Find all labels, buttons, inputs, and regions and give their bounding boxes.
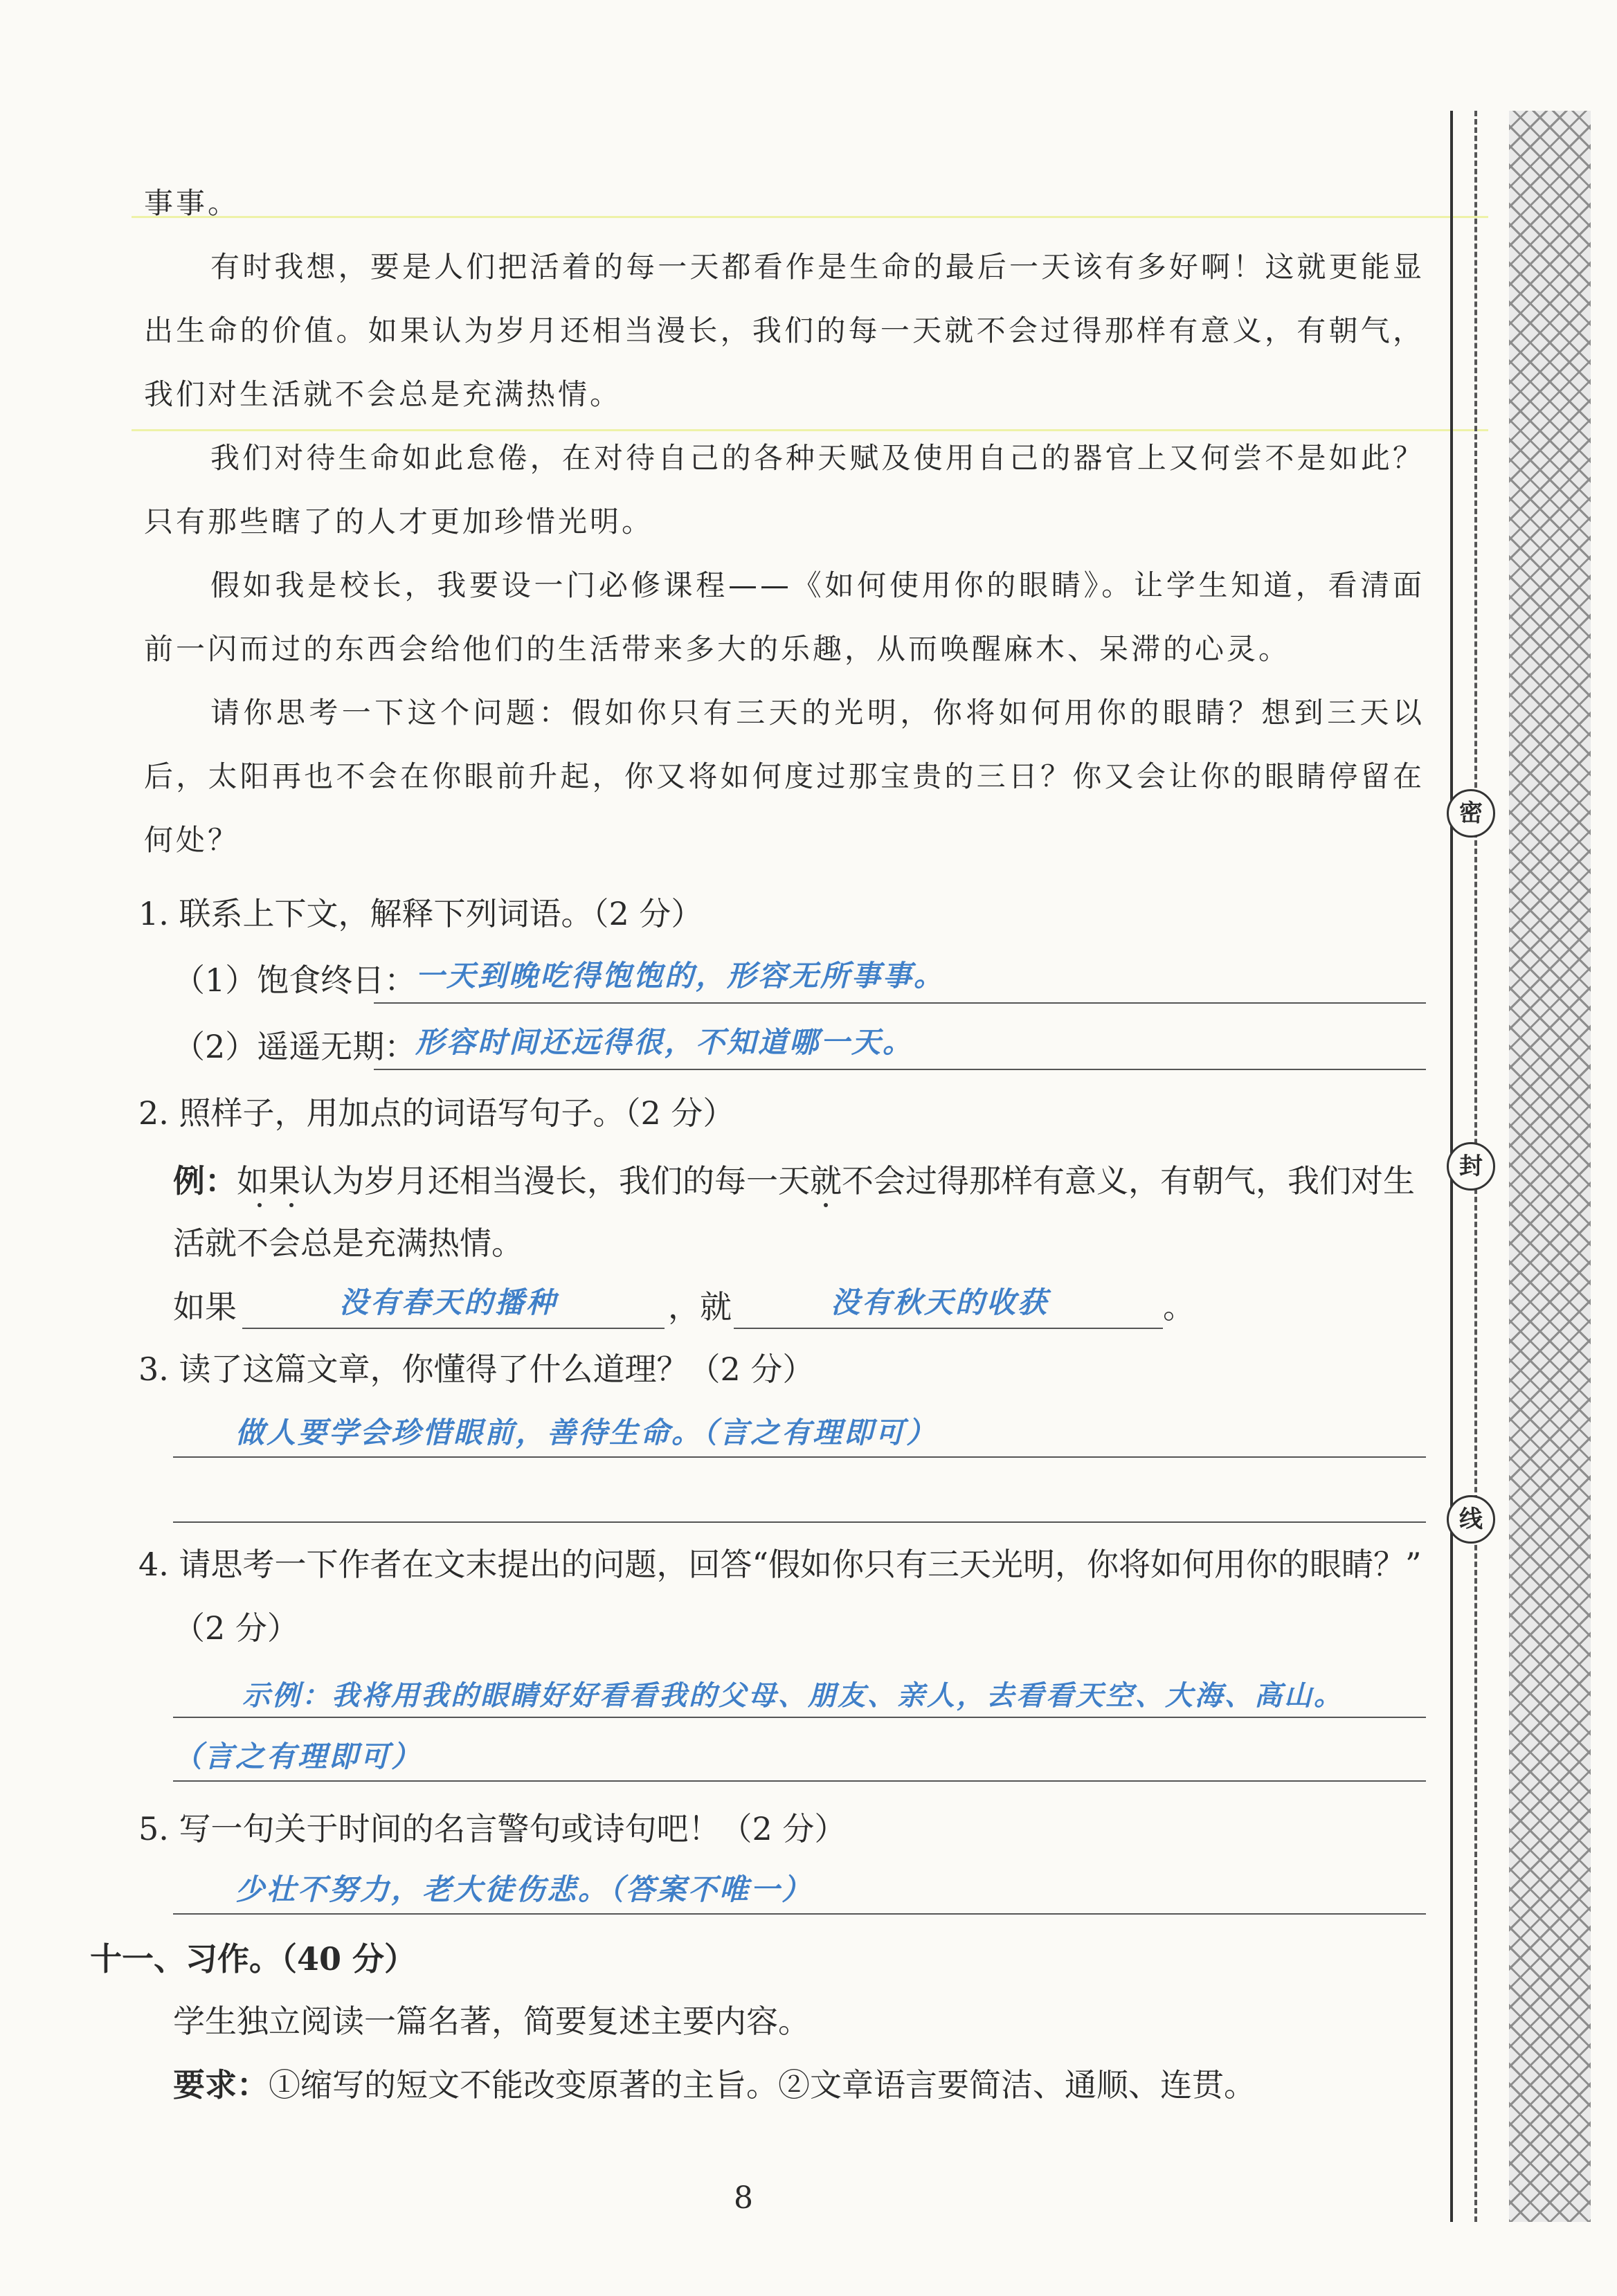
passage-paragraph-0: 事事。 — [144, 186, 240, 220]
passage-paragraph-1: 有时我想，要是人们把活着的每一天都看作是生命的最后一天该有多好啊！这就更能显出生命的价值。如果认为岁月还相当漫长，我们的每一天就不会过得那样有意义，有朝气，我们对生活就不会总是充满热情。 — [144, 250, 1425, 411]
q1-b-label: （2）遥遥无期： — [173, 1028, 417, 1065]
section-11-description: 学生独立阅读一篇名著，简要复述主要内容。 — [173, 2003, 810, 2040]
q3-answer: 做人要学会珍惜眼前，善待生命。（言之有理即可） — [235, 1416, 938, 1449]
answer-line — [173, 1456, 1426, 1458]
q1-a-answer: 一天到晚吃得饱饱的，形容无所事事。 — [415, 959, 946, 993]
q2-jiu: ，就 — [668, 1288, 732, 1326]
q4-answer-line-1: 示例：我将用我的眼睛好好看看我的父母、朋友、亲人，去看看天空、大海、高山。 — [242, 1680, 1344, 1712]
passage-paragraph-2: 我们对待生命如此怠倦，在对待自己的各种天赋及使用自己的器官上又何尝不是如此？只有那些瞎了的人才更加珍惜光明。 — [144, 441, 1425, 539]
binding-crosshatch-strip — [1509, 111, 1591, 2222]
answer-line — [173, 1521, 1426, 1523]
q1-a-label: （1）饱食终日： — [173, 961, 417, 999]
q5-answer: 少壮不努力，老大徒伤悲。（答案不唯一） — [235, 1872, 813, 1906]
answer-line — [374, 1002, 1426, 1004]
q1-b-answer: 形容时间还远得很，不知道哪一天。 — [415, 1025, 914, 1059]
example-label: 例： — [173, 1162, 237, 1200]
question-4-score: （2 分） — [173, 1609, 299, 1647]
section-11-requirements — [173, 2064, 1256, 2106]
question-3-title: 3. 读了这篇文章，你懂得了什么道理？（2 分） — [138, 1350, 815, 1388]
seal-feng-mark: 封 — [1447, 1142, 1495, 1191]
q2-example-line1 — [173, 1160, 1415, 1202]
emphasis-dot — [289, 1203, 293, 1207]
emphasis-dot — [824, 1203, 828, 1207]
answer-line — [173, 1780, 1426, 1782]
question-2-title: 2. 照样子，用加点的词语写句子。（2 分） — [138, 1094, 735, 1132]
section-11-title: 十一、习作。（40 分） — [90, 1940, 417, 1978]
requirement-label: 要求： — [173, 2066, 269, 2104]
q4-answer-line-2: （言之有理即可） — [173, 1739, 423, 1773]
passage-paragraph-3: 假如我是校长，我要设一门必修课程——《如何使用你的眼睛》。让学生知道，看清面前一闪而过的东西会给他们的生活带来多大的乐趣，从而唤醒麻木、呆滞的心灵。 — [144, 568, 1425, 666]
question-1-title: 1. 联系上下文，解释下列词语。（2 分） — [138, 895, 703, 932]
example-text: 如果认为岁月还相当漫长，我们的每一天就不会过得那样有意义，有朝气，我们对生 — [237, 1162, 1415, 1200]
answer-line — [374, 1069, 1426, 1070]
emphasis-dot — [258, 1203, 262, 1207]
answer-line — [173, 1717, 1426, 1718]
q2-end: 。 — [1163, 1288, 1195, 1326]
answer-line — [173, 1913, 1426, 1915]
q2-example-line2: 活就不会总是充满热情。 — [173, 1224, 523, 1262]
seal-xian-mark: 线 — [1447, 1495, 1495, 1544]
question-5-title: 5. 写一句关于时间的名言警句或诗句吧！（2 分） — [138, 1810, 847, 1847]
page-number: 8 — [734, 2180, 753, 2216]
answer-line — [734, 1328, 1163, 1329]
q2-answer-1: 没有春天的播种 — [339, 1285, 558, 1319]
q2-answer-2: 没有秋天的收获 — [831, 1285, 1049, 1319]
seal-mi-mark: 密 — [1447, 789, 1495, 838]
requirement-text: ①缩写的短文不能改变原著的主旨。②文章语言要简洁、通顺、连贯。 — [269, 2066, 1256, 2104]
answer-line — [242, 1328, 665, 1329]
question-4-title: 4. 请思考一下作者在文末提出的问题，回答“假如你只有三天光明，你将如何用你的眼睛？” — [138, 1546, 1422, 1583]
q2-ruguo: 如果 — [173, 1288, 237, 1326]
passage-paragraph-4: 请你思考一下这个问题：假如你只有三天的光明，你将如何用你的眼睛？想到三天以后，太阳再也不会在你眼前升起，你又将如何度过那宝贵的三日？你又会让你的眼睛停留在何处？ — [144, 696, 1425, 857]
